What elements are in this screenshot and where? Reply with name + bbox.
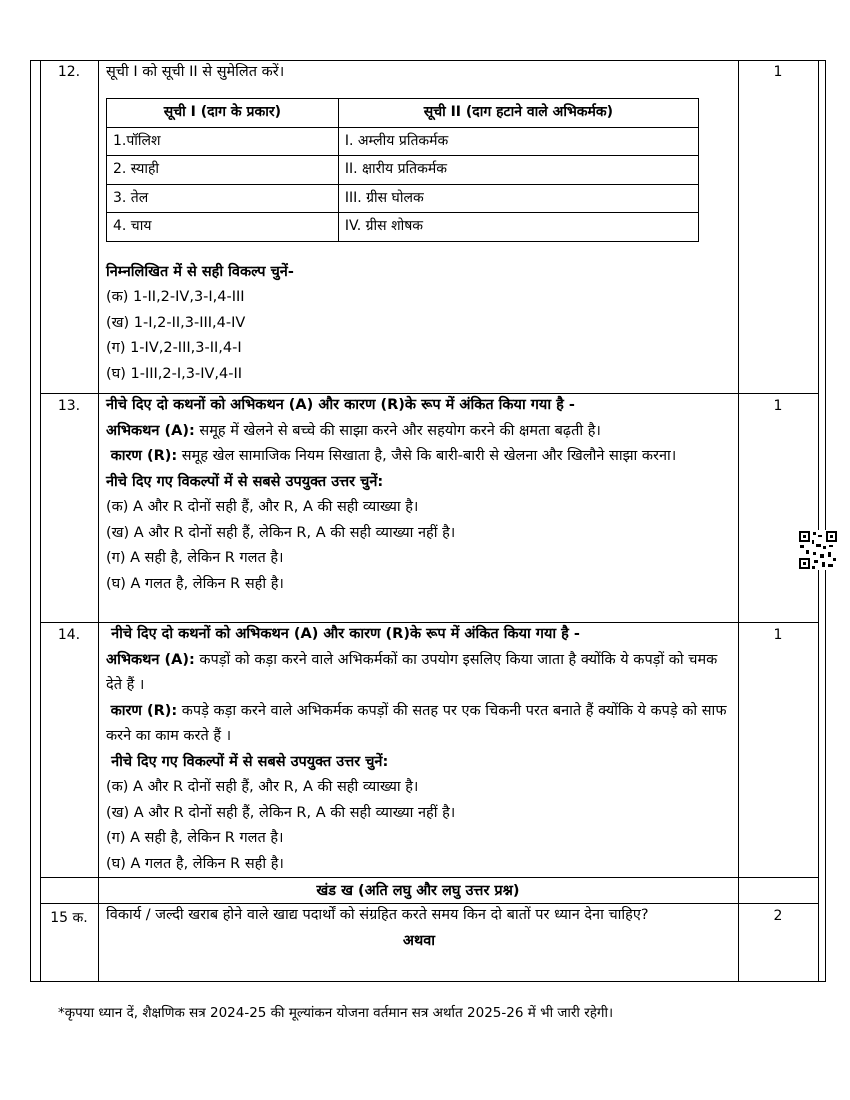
question-12: [106, 60, 732, 387]
question-prompt: सूची I को सूची II से सुमेलित करें।: [106, 64, 285, 80]
table-cell: 1.पॉलिश: [107, 127, 339, 156]
question-intro: नीचे दिए दो कथनों को अभिकथन (A) और कारण (R)के रूप में अंकित किया गया है -: [106, 397, 575, 413]
question-13: [106, 393, 732, 597]
option: (ख) 1-I,2-II,3-III,4-IV: [106, 314, 246, 331]
column-divider: [738, 60, 739, 982]
table-cell: 3. तेल: [107, 184, 339, 213]
table-row: [107, 184, 699, 213]
question-15: [106, 903, 732, 954]
or-divider: अथवा: [402, 932, 436, 949]
table-cell: II. क्षारीय प्रतिकर्मक: [338, 156, 698, 185]
option: (ग) A सही है, लेकिन R गलत है।: [106, 830, 284, 846]
option: (ख) A और R दोनों सही हैं, लेकिन R, A की सही व्याख्या नहीं है।: [106, 524, 456, 541]
question-marks: 1: [773, 64, 783, 80]
option: (घ) 1-III,2-I,3-IV,4-II: [106, 365, 243, 382]
table-cell: I. अम्लीय प्रतिकर्मक: [338, 127, 698, 156]
column-divider: [98, 60, 99, 982]
table-row: [107, 127, 699, 156]
question-marks: 1: [773, 627, 783, 643]
choose-instruction: नीचे दिए गए विकल्पों में से सबसे उपयुक्त उत्तर चुनें:: [111, 753, 389, 770]
assertion: [106, 419, 732, 445]
table-header: सूची I (दाग के प्रकार): [107, 98, 339, 127]
row-divider: [40, 877, 818, 878]
assertion-text: समूह में खेलने से बच्चे की साझा करने और सहयोग करने की क्षमता बढ़ती है।: [194, 422, 601, 439]
assertion-label: अभिकथन (A):: [106, 651, 195, 668]
option: (क) A और R दोनों सही हैं, और R, A की सही व्याख्या है।: [106, 779, 419, 795]
column-divider: [818, 60, 819, 982]
option: (घ) A गलत है, लेकिन R सही है।: [106, 575, 284, 592]
reason: [106, 444, 732, 470]
table-header: सूची II (दाग हटाने वाले अभिकर्मक): [338, 98, 698, 127]
option: (ग) 1-IV,2-III,3-II,4-I: [106, 340, 242, 356]
section-title: खंड ख (अति लघु और लघु उत्तर प्रश्न): [316, 883, 520, 899]
table-cell: IV. ग्रीस शोषक: [338, 213, 698, 242]
choose-instruction: निम्नलिखित में से सही विकल्प चुनें-: [106, 263, 294, 280]
assertion-label: अभिकथन (A):: [106, 422, 195, 439]
question-number: 12.: [57, 64, 81, 80]
reason-label: कारण (R):: [110, 448, 178, 464]
question-marks: 1: [773, 398, 783, 414]
choose-instruction: नीचे दिए गए विकल्पों में से सबसे उपयुक्त उत्तर चुनें:: [106, 473, 384, 490]
reason-text: समूह खेल सामाजिक नियम सिखाता है, जैसे कि बारी-बारी से खेलना और खिलौने साझा करना।: [177, 448, 677, 464]
table-row: [107, 156, 699, 185]
option: (ग) A सही है, लेकिन R गलत है।: [106, 550, 284, 566]
question-number: 14.: [57, 627, 81, 643]
option: (घ) A गलत है, लेकिन R सही है।: [106, 855, 284, 872]
table-cell: 2. स्याही: [107, 156, 339, 185]
assertion: [106, 648, 732, 699]
question-number: 13.: [57, 398, 81, 414]
match-table: [106, 98, 699, 242]
table-cell: III. ग्रीस घोलक: [338, 184, 698, 213]
reason: [106, 699, 732, 750]
question-intro: नीचे दिए दो कथनों को अभिकथन (A) और कारण (R)के रूप में अंकित किया गया है -: [111, 626, 580, 642]
option: (क) A और R दोनों सही हैं, और R, A की सही व्याख्या है।: [106, 499, 419, 515]
option: (ख) A और R दोनों सही हैं, लेकिन R, A की सही व्याख्या नहीं है।: [106, 804, 456, 821]
table-cell: 4. चाय: [107, 213, 339, 242]
question-marks: 2: [773, 908, 783, 924]
question-text: विकार्य / जल्दी खराब होने वाले खाद्य पदार्थों को संग्रहित करते समय किन दो बातों पर ध्यान देना चाहिए?: [106, 907, 649, 923]
question-14: [106, 622, 732, 877]
qr-code-icon: [798, 530, 838, 570]
assertion-text: कपड़ों को कड़ा करने वाले अभिकर्मकों का उपयोग इसलिए किया जाता है क्योंकि ये कपड़ों को चमक देते हैं ।: [106, 651, 718, 693]
reason-label: कारण (R):: [110, 702, 178, 719]
footer-note: *कृपया ध्यान दें, शैक्षणिक सत्र 2024-25 की मूल्यांकन योजना वर्तमान सत्र अर्थात 2025-26 में भी जारी रहेगी।: [58, 1005, 614, 1021]
reason-text: कपड़े कड़ा करने वाले अभिकर्मक कपड़ों की सतह पर एक चिकनी परत बनाते हैं क्योंकि ये कपड़े को साफ करने का काम करते हैं ।: [106, 702, 727, 744]
question-number: 15 क.: [50, 910, 88, 926]
column-divider: [40, 60, 41, 982]
option: (क) 1-II,2-IV,3-I,4-III: [106, 289, 245, 305]
table-row: [107, 213, 699, 242]
